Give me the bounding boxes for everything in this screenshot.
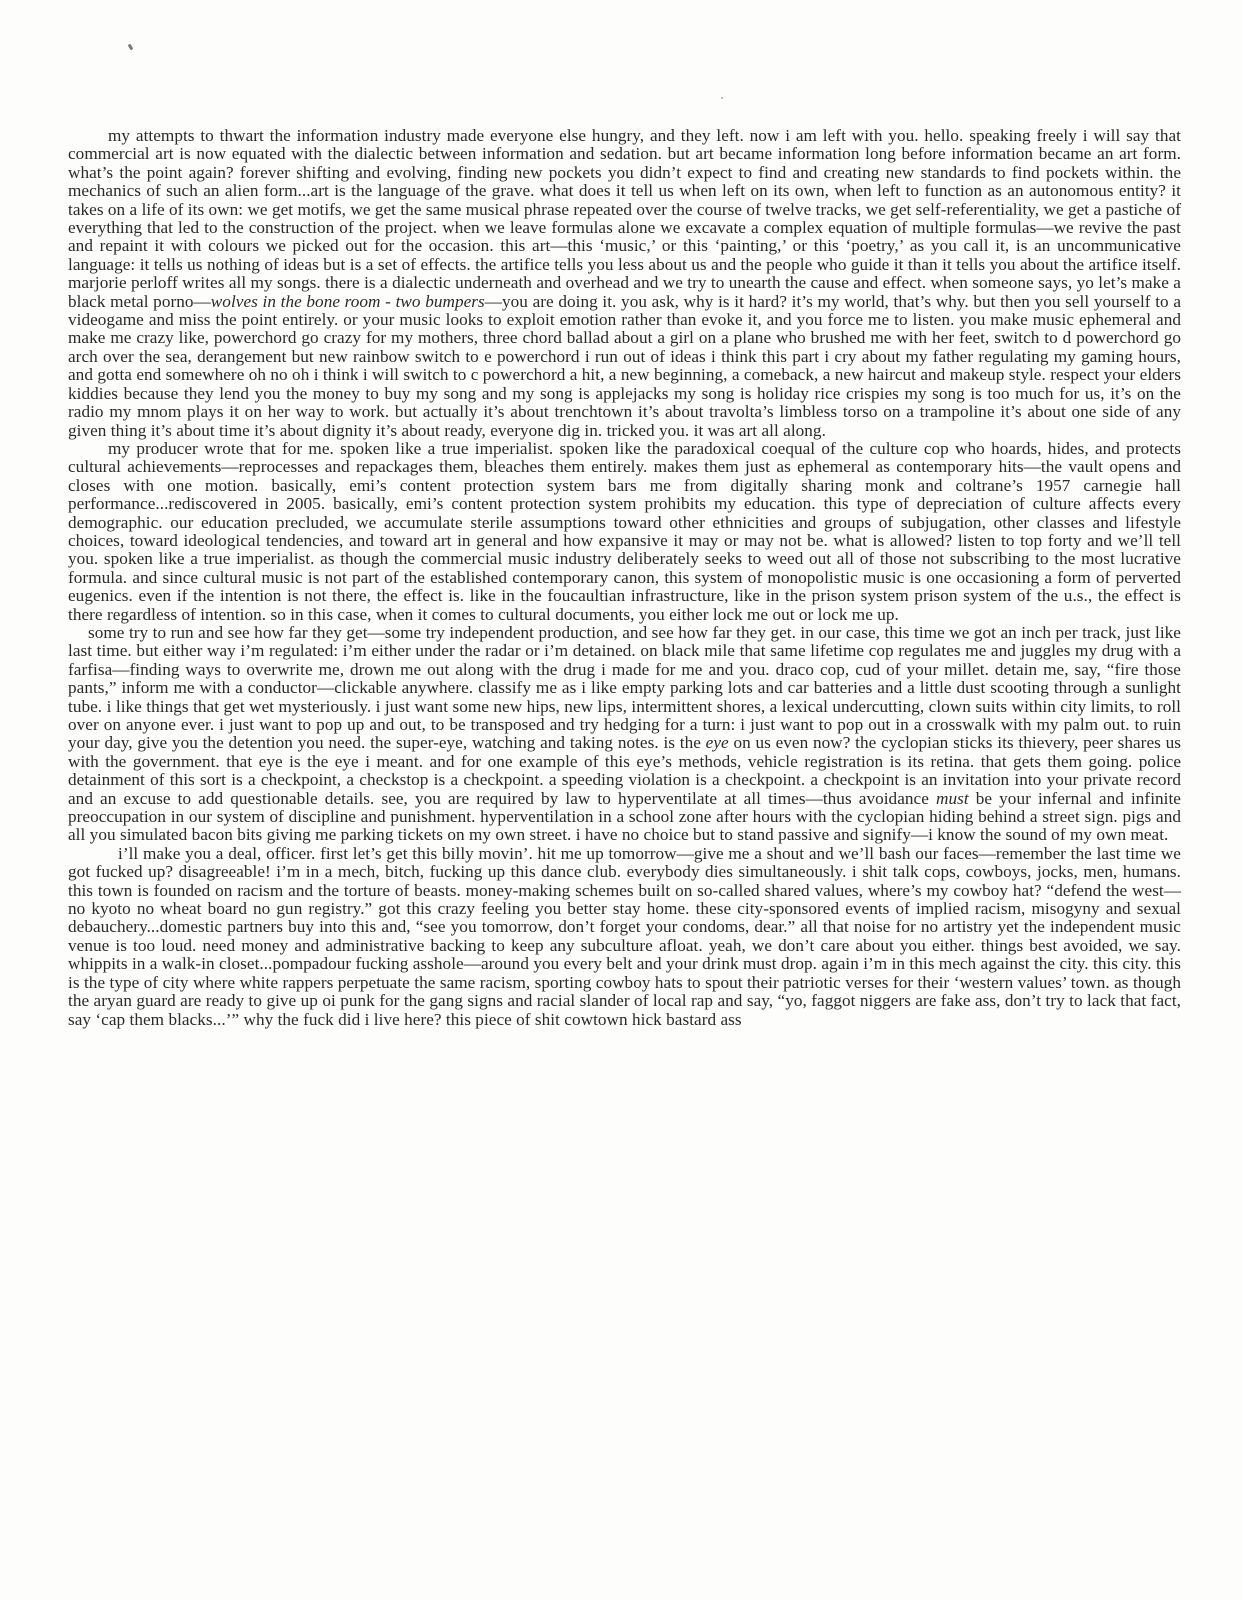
paragraph-3-text-end: be your infernal and infinite preoccupation in our system of discipline and punishment. hyperventilation in a school zone after hours with the cyclopian hiding behind a street sign. pigs and all you simulated bacon bits giving me parking tickets on my own street. i have no choice but to stand passive and signify—i know the sound of my own meat. bbox=[68, 788, 1181, 845]
paragraph-3 bbox=[68, 624, 1181, 845]
paragraph-3-italic-must: must bbox=[935, 788, 969, 808]
paragraph-3-text: some try to run and see how far they get—some try independent production, and see how far they get. in our case, this time we got an inch per track, just like last time. but either way i’m regulated: i’m either under the radar or i’m detained. on black mile that same lifetime cop regulates me and juggles my drug with a farfisa—finding ways to overwrite me, drown me out along with the drug i made for me and you. draco cop, cud of your millet. detain me, say, “fire those pants,” inform me with a conductor—clickable anywhere. classify me as i like empty parking lots and car batteries and a little dust scooting through a sunlight tube. i like things that get wet mysteriously. i just want some new hips, new lips, intermittent shores, a lexical undercutting, clown suits within city limits, to roll over on anyone ever. i just want to pop up and out, to be transposed and try hedging for a turn: i just want to pop out in a crosswalk with my palm out. to ruin your day, give you the detention you need. the super-eye, watching and taking notes. is the bbox=[68, 622, 1181, 753]
paragraph-3-italic-eye: eye bbox=[705, 733, 729, 753]
scan-speck bbox=[128, 44, 134, 51]
scan-dot bbox=[721, 97, 723, 99]
paragraph-1-text-cont: —you are doing it. you ask, why is it hard? it’s my world, that’s why. but then you sell yourself to a videogame and miss the point entirely. or your music looks to exploit emotion rather than evoke it, and you force me to listen. you make music ephemeral and make me crazy like, powerchord go crazy for my mothers, three chord ballad about a girl on a plane who brushed me with her feet, switch to d powerchord go arch over the sea, derangement but new rainbow switch to e powerchord i run out of ideas i think this part i cry about my father regulating my gaming hours, and gotta end somewhere oh no oh i think i will switch to c powerchord a hit, a new beginning, a comeback, a new haircut and makeup style. respect your elders kiddies because they lend you the money to buy my song and my song is applejacks my song is holiday rice crispies my song is too much for us, it’s on the radio my mnom plays it on her way to work. but actually it’s about trenchtown it’s about travolta’s limbless torso on a trampoline it’s about one side of any given thing it’s about time it’s about dignity it’s about ready, everyone dig in. tricked you. it was art all along. bbox=[68, 291, 1181, 440]
paragraph-1-text: my attempts to thwart the information industry made everyone else hungry, and they left. now i am left with you. hello. speaking freely i will say that commercial art is now equated with the dialectic between information and sedation. but art became information long before information became an art form. what’s the point again? forever shifting and evolving, finding new pockets you didn’t expect to find and creating new standards to find pockets within. the mechanics of such an alien form...art is the language of the grave. what does it tell us when left on its own, when left to function as an autonomous entity? it takes on a life of its own: we get motifs, we get the same musical phrase repeated over the course of twelve tracks, we get self-referentiality, we get a pastiche of everything that led to the construction of the project. when we leave formulas alone we excavate a complex equation of multiple formulas—we revive the past and repaint it with colours we picked out for the occasion. this art—this ‘music,’ or this ‘painting,’ or this ‘poetry,’ as you call it, is an uncommunicative language: it tells us nothing of ideas but is a set of effects. the artifice tells you less about us and the people who guide it than it tells you about the artifice itself. marjorie perloff writes all my songs. there is a dialectic underneath and overhead and we try to unearth the cause and effect. when someone says, yo let’s make a black metal porno— bbox=[68, 126, 1181, 311]
paragraph-1 bbox=[68, 127, 1181, 440]
paragraph-4: i’ll make you a deal, officer. first let’s get this billy movin’. hit me up tomorrow—give me a shout and we’ll bash our faces—remember the last time we got fucked up? disagreeable! i’m in a mech, bitch, fucking up this dance club. everybody dies simultaneously. i shit talk cops, cowboys, jocks, men, humans. this town is founded on racism and the torture of beasts. money-making schemes built on so-called shared values, where’s my cowboy hat? “defend the west—no kyoto no wheat board no gun registry.” got this crazy feeling you better stay home. these city-sponsored events of implied racism, misogyny and sexual debauchery...domestic partners buy into this and, “see you tomorrow, don’t forget your condoms, dear.” all that noise for no artistry yet the independent music venue is too loud. need money and administrative backing to keep any subculture afloat. yeah, we don’t care about you either. things best avoided, we say. whippits in a walk-in closet...pompadour fucking asshole—around you every belt and your drink must drop. again i’m in this mech against the city. this city. this is the type of city where white rappers perpetuate the same racism, sporting cowboy hats to spout their patriotic verses for their ‘western values’ town. as though the aryan guard are ready to give up oi punk for the gang signs and racial slander of local rap and say, “yo, faggot niggers are fake ass, don’t try to lack that fact, say ‘cap them blacks...’” why the fuck did i live here? this piece of shit cowtown hick bastard ass bbox=[68, 843, 1181, 1029]
paragraph-1-italic-title: wolves in the bone room - two bumpers bbox=[210, 291, 485, 311]
text-page bbox=[68, 127, 1181, 1029]
paragraph-2: my producer wrote that for me. spoken like a true imperialist. spoken like the paradoxical coequal of the culture cop who hoards, hides, and protects cultural achievements—reprocesses and repackages them, bleaches them entirely. makes them just as ephemeral as contemporary hits—the vault opens and closes with one motion. basically, emi’s content protection system bars me from digitally sharing monk and coltrane’s 1957 carnegie hall performance...rediscovered in 2005. basically, emi’s content protection system prohibits my education. this type of depreciation of culture affects every demographic. our education precluded, we accumulate sterile assumptions toward other ethnicities and groups of subjugation, other classes and lifestyle choices, toward ideological tendencies, and toward art in general and how expansive it may or may not be. what is allowed? listen to top forty and we’ll tell you. spoken like a true imperialist. as though the commercial music industry deliberately seeks to weed out all of those not subscribing to the most lucrative formula. and since cultural music is not part of the established contemporary canon, this system of monopolistic music is one occasioning a form of perverted eugenics. even if the intention is not there, the effect is. like in the foucaultian infrastructure, like in the prison system prison system of the u.s., the effect is there regardless of intention. so in this case, when it comes to cultural documents, you either lock me out or lock me up. bbox=[68, 438, 1181, 624]
paragraph-3-text-mid: on us even now? the cyclopian sticks its thievery, peer shares us with the government. that eye is the eye i meant. and for one example of this eye’s methods, vehicle registration is its retina. that gets them going. police detainment of this sort is a checkpoint, a checkstop is a checkpoint. a speeding violation is a checkpoint. a checkpoint is an invitation into your private record and an excuse to add questionable details. see, you are required by law to hyperventilate at all times—thus avoidance bbox=[68, 733, 1181, 808]
